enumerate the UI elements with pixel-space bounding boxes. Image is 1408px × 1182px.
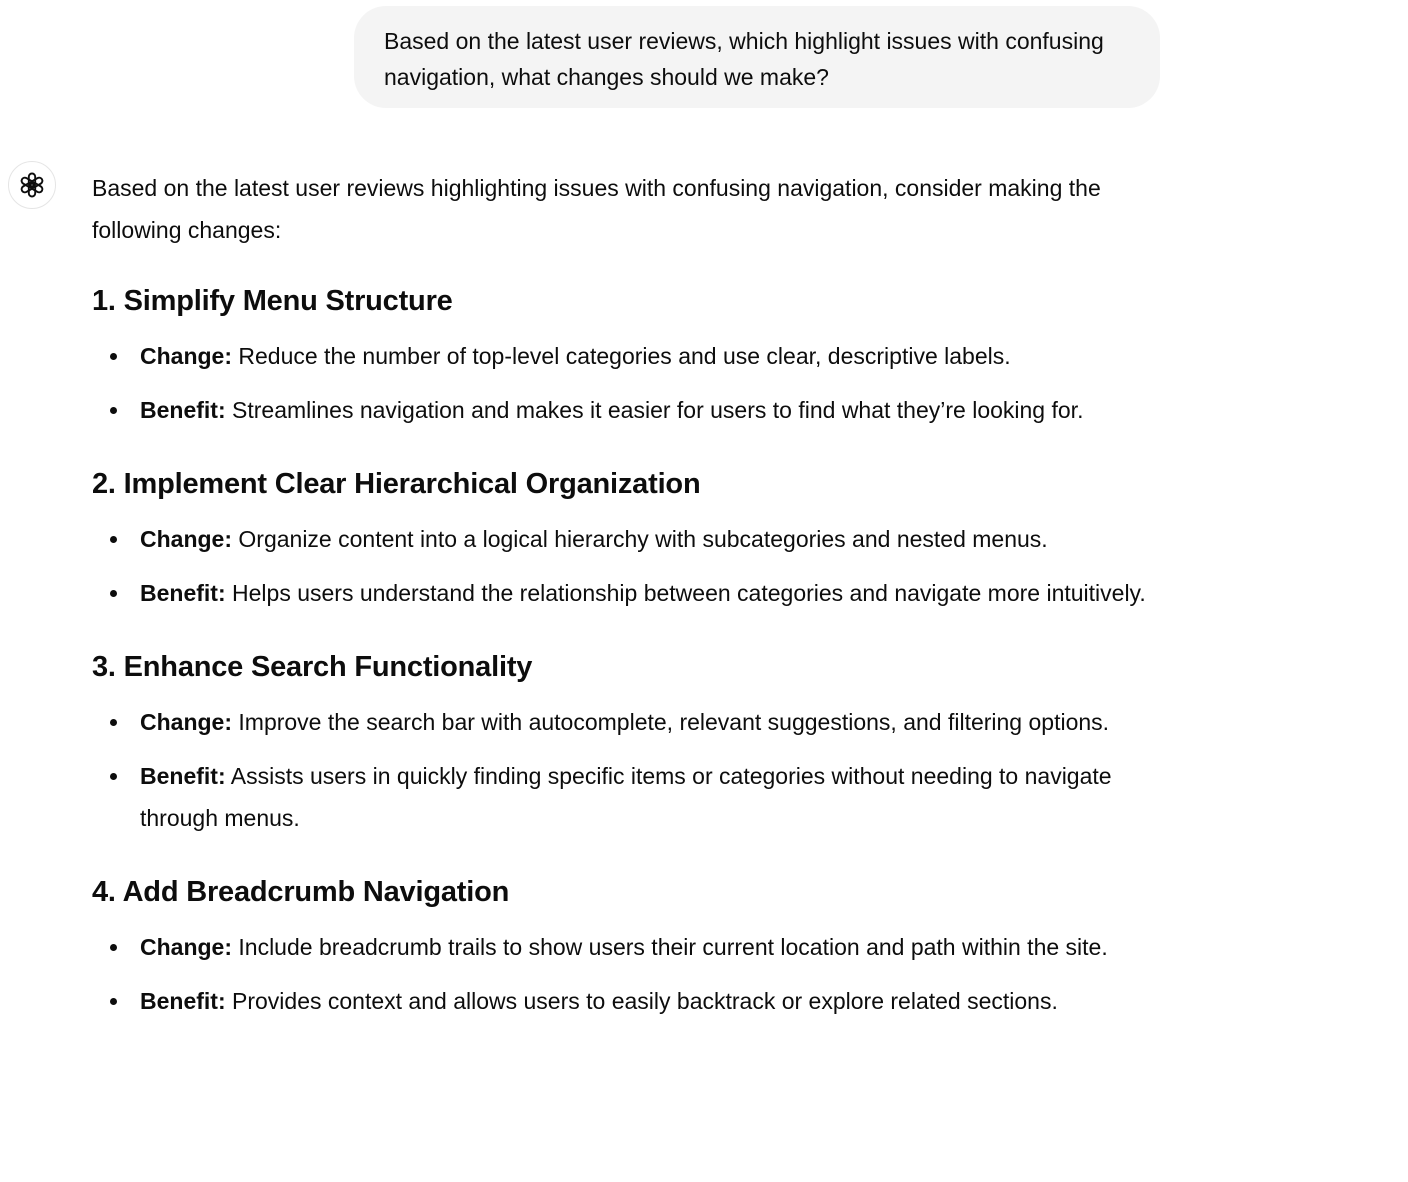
bullet-dot <box>110 773 117 780</box>
change-label: Change: <box>140 343 232 369</box>
section-points <box>92 701 1162 839</box>
section-points <box>92 518 1162 614</box>
benefit-text: Helps users understand the relationship between categories and navigate more intuitively. <box>225 580 1146 606</box>
change-text: Organize content into a logical hierarchy with subcategories and nested menus. <box>232 526 1048 552</box>
benefit-text: Assists users in quickly finding specific items or categories without needing to navigate through menus. <box>140 763 1112 831</box>
change-label: Change: <box>140 709 232 735</box>
section-title: 4. Add Breadcrumb Navigation <box>92 876 510 908</box>
section-title: 2. Implement Clear Hierarchical Organization <box>92 468 701 500</box>
benefit-text: Provides context and allows users to easily backtrack or explore related sections. <box>225 988 1058 1014</box>
list-item <box>92 701 1162 743</box>
bullet-dot <box>110 407 117 414</box>
assistant-avatar <box>8 161 56 209</box>
section-title: 1. Simplify Menu Structure <box>92 285 453 317</box>
benefit-label: Benefit: <box>140 580 226 606</box>
bullet-dot <box>110 590 117 597</box>
assistant-message <box>92 167 1162 1022</box>
benefit-label: Benefit: <box>140 988 226 1014</box>
list-item <box>92 518 1162 560</box>
change-label: Change: <box>140 934 232 960</box>
section-points <box>92 335 1162 431</box>
openai-logo-icon <box>18 171 46 199</box>
assistant-intro: Based on the latest user reviews highlighting issues with confusing navigation, consider making the following changes: <box>92 175 1101 243</box>
list-item <box>92 926 1162 968</box>
change-text: Include breadcrumb trails to show users their current location and path within the site. <box>232 934 1108 960</box>
benefit-label: Benefit: <box>140 397 226 423</box>
bullet-dot <box>110 944 117 951</box>
list-item <box>92 572 1162 614</box>
list-item <box>92 980 1162 1022</box>
benefit-text: Streamlines navigation and makes it easier for users to find what they’re looking for. <box>225 397 1084 423</box>
bullet-dot <box>110 719 117 726</box>
benefit-label: Benefit: <box>140 763 226 789</box>
list-item <box>92 335 1162 377</box>
section-points <box>92 926 1162 1022</box>
bullet-dot <box>110 536 117 543</box>
change-text: Reduce the number of top-level categories and use clear, descriptive labels. <box>232 343 1011 369</box>
user-message-bubble <box>354 6 1160 108</box>
change-label: Change: <box>140 526 232 552</box>
list-item <box>92 755 1162 839</box>
section-title: 3. Enhance Search Functionality <box>92 651 533 683</box>
user-message-text: Based on the latest user reviews, which highlight issues with confusing navigation, what changes should we make? <box>384 28 1104 90</box>
bullet-dot <box>110 353 117 360</box>
change-text: Improve the search bar with autocomplete, relevant suggestions, and filtering options. <box>232 709 1110 735</box>
bullet-dot <box>110 998 117 1005</box>
list-item <box>92 389 1162 431</box>
